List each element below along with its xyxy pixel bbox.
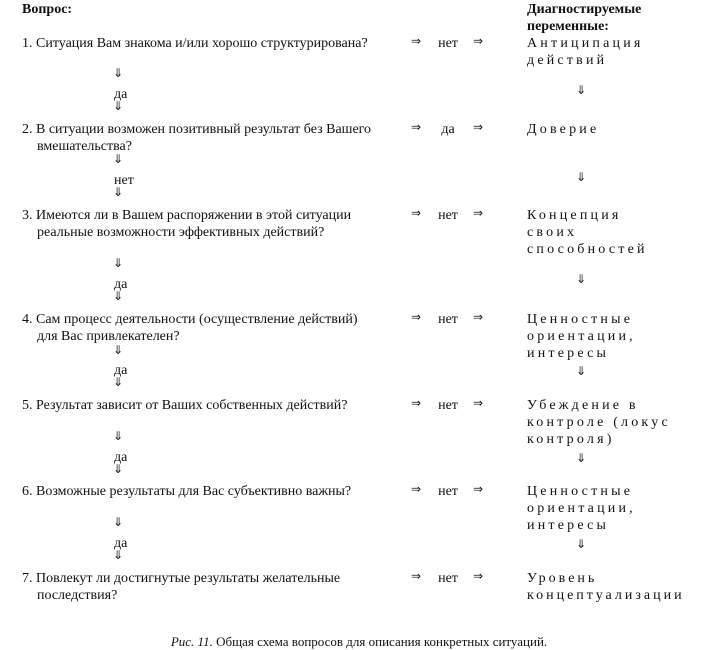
right-arrow-icon: ⇒ [473,34,484,48]
question-3: 3. Имеются ли в Вашем распоряжении в этой ситуации реальные возможности эффективных действий? [22,208,352,240]
variable-2: Доверие [527,122,600,137]
down-arrow-icon: ⇓ [113,152,124,166]
answer-right-2: да [441,122,455,137]
right-arrow-icon: ⇒ [411,482,422,496]
question-2: 2. В ситуации возможен позитивный результат без Вашего вмешательства? [22,122,372,154]
answer-down-6: да [114,536,128,551]
question-4: 4. Сам процесс деятельности (осуществление действий) для Вас привлекателен? [22,312,358,344]
right-arrow-icon: ⇒ [473,206,484,220]
answer-down-3: да [114,277,128,292]
variable-6: Ценностные ориентации, интересы [527,484,636,533]
answer-down-2: нет [114,173,134,188]
down-arrow-icon: ⇓ [576,451,587,465]
right-arrow-icon: ⇒ [473,569,484,583]
down-arrow-icon: ⇓ [113,66,124,80]
down-arrow-icon: ⇓ [113,548,124,562]
right-arrow-icon: ⇒ [473,482,484,496]
answer-right-1: нет [438,36,458,51]
answer-right-4: нет [438,312,458,327]
down-arrow-icon: ⇓ [576,170,587,184]
answer-right-5: нет [438,398,458,413]
down-arrow-icon: ⇓ [113,515,124,529]
variable-5: Убеждение в контроле (локус контроля) [527,398,671,447]
down-arrow-icon: ⇓ [113,429,124,443]
right-arrow-icon: ⇒ [411,206,422,220]
answer-down-1: да [114,87,128,102]
down-arrow-icon: ⇓ [113,289,124,303]
answer-right-7: нет [438,571,458,586]
right-arrow-icon: ⇒ [411,120,422,134]
variables-column-header: Диагностируемые переменные: [527,2,642,34]
down-arrow-icon: ⇓ [113,375,124,389]
down-arrow-icon: ⇓ [576,364,587,378]
right-arrow-icon: ⇒ [473,396,484,410]
down-arrow-icon: ⇓ [113,462,124,476]
down-arrow-icon: ⇓ [576,83,587,97]
down-arrow-icon: ⇓ [113,185,124,199]
down-arrow-icon: ⇓ [113,99,124,113]
right-arrow-icon: ⇒ [411,569,422,583]
variable-4: Ценностные ориентации, интересы [527,312,636,361]
right-arrow-icon: ⇒ [411,34,422,48]
right-arrow-icon: ⇒ [411,310,422,324]
variable-7: Уровень концептуализации [527,571,685,603]
down-arrow-icon: ⇓ [576,537,587,551]
answer-down-5: да [114,450,128,465]
question-6: 6. Возможные результаты для Вас субъективно важны? [22,484,352,499]
answer-right-6: нет [438,484,458,499]
question-1: 1. Ситуация Вам знакома и/или хорошо структурирована? [22,36,368,51]
question-7: 7. Повлекут ли достигнутые результаты желательные последствия? [22,571,341,603]
down-arrow-icon: ⇓ [576,272,587,286]
question-5: 5. Результат зависит от Ваших собственных действий? [22,398,348,413]
figure-caption-text: Общая схема вопросов для описания конкретных ситуаций. [212,634,548,649]
answer-down-4: да [114,363,128,378]
right-arrow-icon: ⇒ [411,396,422,410]
question-column-header: Вопрос: [22,2,73,17]
right-arrow-icon: ⇒ [473,310,484,324]
figure-caption [0,633,718,650]
down-arrow-icon: ⇓ [113,256,124,270]
figure-label: Рис. 11. [170,634,213,649]
variable-3: Концепция своих способностей [527,208,648,257]
right-arrow-icon: ⇒ [473,120,484,134]
down-arrow-icon: ⇓ [113,343,124,357]
variable-1: Антиципация действий [527,36,644,68]
answer-right-3: нет [438,208,458,223]
